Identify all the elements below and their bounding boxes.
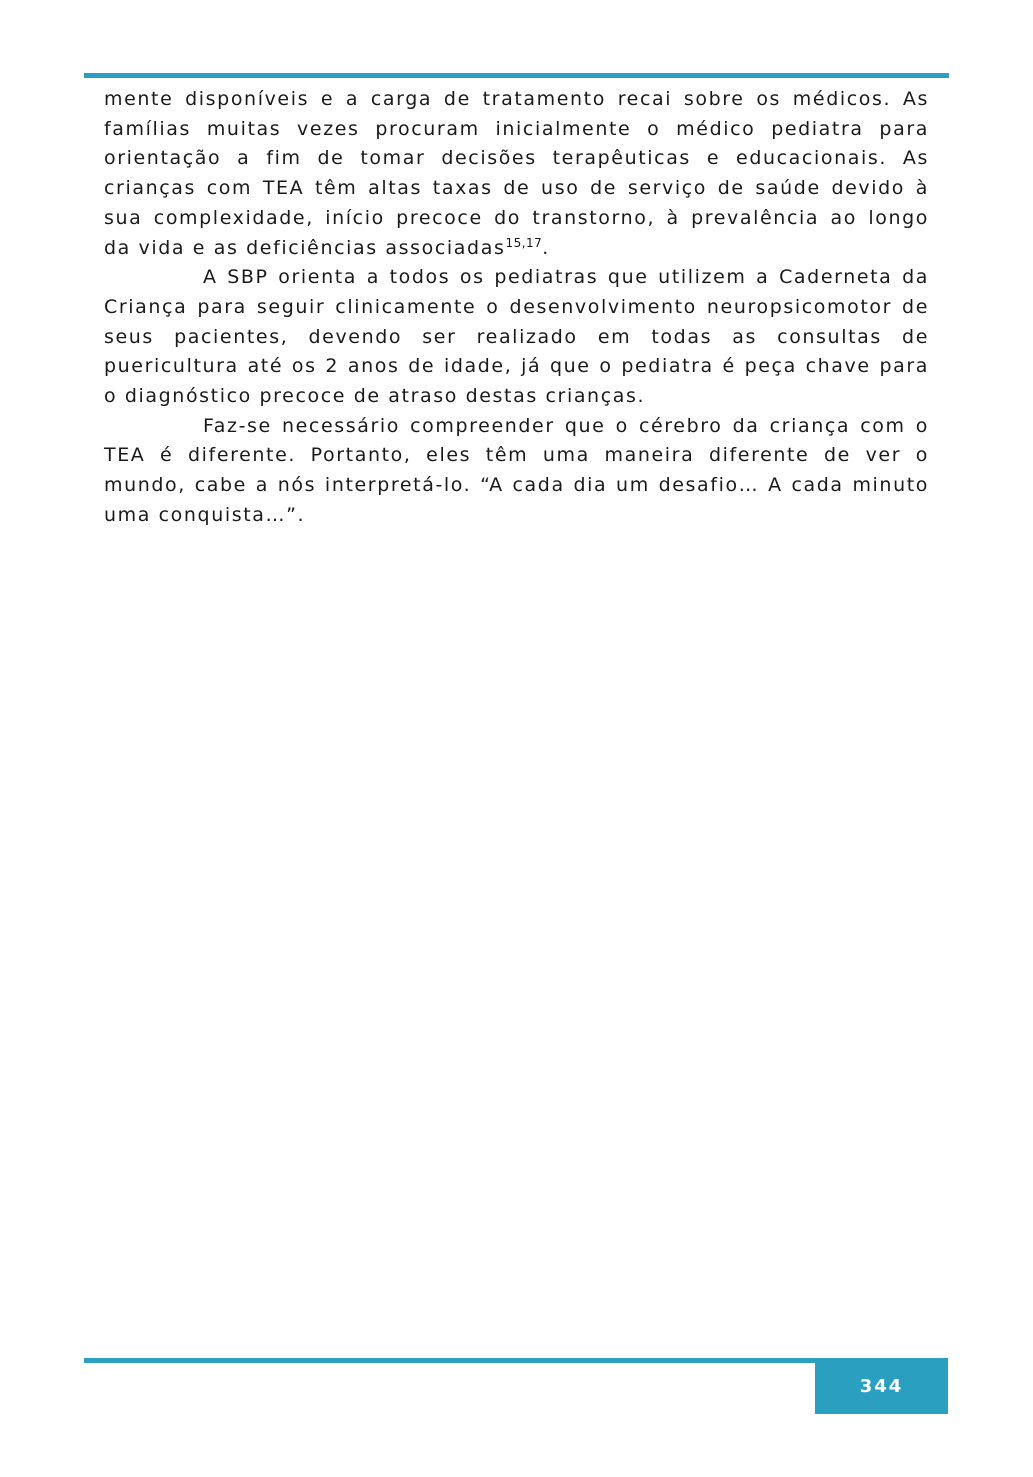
paragraph-2: A SBP orienta a todos os pediatras que utilizem a Caderneta da Criança para seguir clinicamente o desenvolvimento neuropsicomotor de seus pacientes, devendo ser realizado em todas as consultas de puericultura até os 2 anos de idade, já que o pediatra é peça chave para o diagnóstico precoce de atraso destas crianças. (104, 266, 929, 408)
header-rule (84, 73, 949, 78)
paragraph-3: Faz-se necessário compreender que o cérebro da criança com o TEA é diferente. Portanto, eles têm uma maneira diferente de ver o mundo, cabe a nós interpretá-lo. “A cada dia um desafio… A cada minuto uma conquista…”. (104, 414, 929, 526)
paragraph-1-text: mente disponíveis e a carga de tratamento recai sobre os médicos. As famílias muitas vezes procuram inicialmente o médico pediatra para orientação a fim de tomar decisões terapêuticas e educacionais. As crianças com TEA têm altas taxas de uso de serviço de saúde devido à sua complexidade, início precoce do transtorno, à prevalência ao longo da vida e as deficiências associadas (104, 88, 929, 259)
citation-reference: 15,17 (505, 235, 543, 250)
page-number-box (815, 1358, 948, 1414)
page-number: 344 (859, 1375, 904, 1397)
footer-rule (84, 1358, 834, 1363)
body-text (104, 85, 929, 531)
paragraph-1 (104, 85, 929, 263)
paragraph-1-end: . (542, 236, 550, 259)
